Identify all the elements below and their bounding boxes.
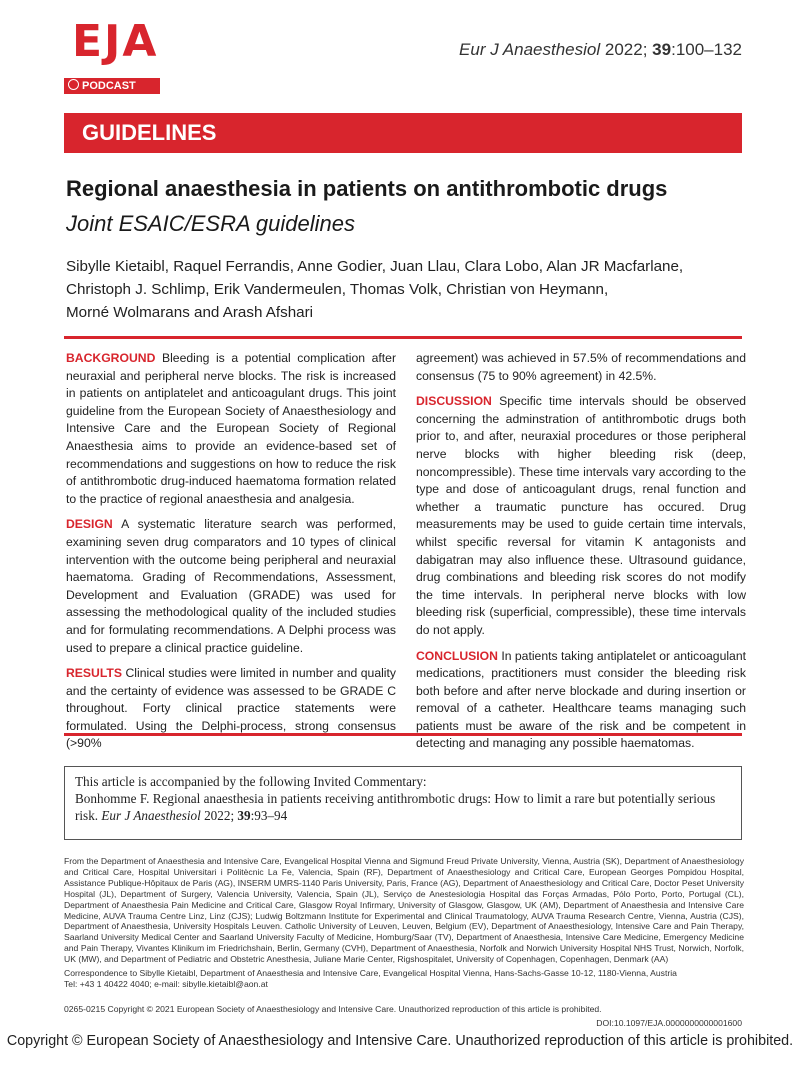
journal-logo: EJA: [72, 16, 159, 67]
conclusion-text: In patients taking antiplatelet or anticoagulant medications, practitioners must consider the bleeding risk both before and after nerve blockade and during insertion or removal of a catheter. Healthcare teams managing such patients must be aware of the risk and be competent in detecting and managing any possible haematomas.: [416, 648, 746, 751]
abstract-right-column: [416, 350, 746, 761]
commentary-reference: [75, 790, 731, 824]
article-subtitle: Joint ESAIC/ESRA guidelines: [66, 211, 355, 236]
design-heading: DESIGN: [66, 517, 113, 532]
results-text: Clinical studies were limited in number and quality and the certainty of evidence was assessed to be GRADE C throughout. Forty clinical practice statements were formulated. Using the Delphi-process, strong consensus (>90%: [66, 666, 396, 751]
results-heading: RESULTS: [66, 666, 122, 681]
article-title: Regional anaesthesia in patients on antithrombotic drugs: [66, 176, 668, 201]
abstract-left-column: [66, 350, 396, 761]
commentary-journal: Eur J Anaesthesiol: [101, 808, 201, 823]
top-divider: [64, 336, 742, 339]
discussion-paragraph: [416, 393, 746, 639]
podcast-badge[interactable]: [64, 78, 160, 94]
journal-name: Eur J Anaesthesiol: [459, 40, 601, 59]
microphone-icon: [68, 79, 79, 90]
podcast-label: PODCAST: [82, 80, 136, 92]
conclusion-heading: CONCLUSION: [416, 648, 498, 663]
results-paragraph: [66, 665, 396, 753]
commentary-volume: 39: [237, 808, 251, 823]
authors-line-3: Morné Wolmarans and Arash Afshari: [66, 304, 314, 321]
commentary-year: 2022;: [204, 808, 235, 823]
conclusion-paragraph: [416, 648, 746, 754]
author-list: [66, 255, 746, 324]
commentary-box: [64, 766, 742, 840]
results-continued: agreement) was achieved in 57.5% of recommendations and consensus (75 to 90% agreement) in 42.5%.: [416, 351, 746, 383]
design-paragraph: [66, 516, 396, 657]
commentary-pages: :93–94: [250, 808, 288, 823]
background-heading: BACKGROUND: [66, 351, 156, 365]
section-band: GUIDELINES: [64, 113, 742, 153]
commentary-intro: This article is accompanied by the following Invited Commentary:: [75, 774, 427, 789]
correspondence-block: [64, 968, 744, 990]
page-footer: Copyright © European Society of Anaesthesiology and Intensive Care. Unauthorized reproduction of this article is prohibited.: [6, 1033, 794, 1049]
background-text: Bleeding is a potential complication after neuraxial and peripheral nerve blocks. The risk is increased in patients on antiplatelet and anticoagulant drugs. This joint guideline from the European Society of Anaesthesiology and Intensive Care and the European Society of Regional Anaesthesia aims to provide an evidence-based set of recommendations and suggestions on how to reduce the risk of antithrombotic drug-induced haematoma formation related to the practice of regional anaesthesia and analgesia.: [66, 351, 397, 506]
affiliations: From the Department of Anaesthesia and Intensive Care, Evangelical Hospital Vienna and Sigmund Freud Private University, Vienna, Austria (SK), Department of Anaesthesiology and Critical Care, Hospital Universitari i Politècnic La Fe, Valencia, Spain (RF), Department of Anaesthesiology and Critical Care, European Georges Pompidou Hospital, Assistance Publique-Hôpitaux de Paris (AG), INSERM UMRS-1140 Paris University, Paris, France (AG), Department of Anaesthesiology and Critical Care, Doctor Peset University Hospital (JL), Department of Surgery, Valencia University, Valencia, Spain (JL), Serviço de Anestesiologia Hospital das Forças Armadas, Pólo Porto, Porto, Portugal (CL), Department of Anaesthesia Pain Medicine and Critical Care, Glasgow Royal Infirmary, University of Glasgow, Glasgow, UK (AM), Department of Anaesthesia and Intensive Care Medicine, AUVA Trauma Centre Linz, Linz (CJS); Ludwig Boltzmann Institute for Experimental and Clinical Traumatology, AUVA Trauma Research Centre, Vienna, Austria (CJS), Department of Anaesthesia, University Hospitals Leuven. Catholic University of Leuven, Leuven, Belgium (EV), Department of Anaesthesiology, Intensive Care and Pain Therapy, Saarland University Medical Center and Saarland University Faculty of Medicine, Homburg/Saar (TV), Department of Anaesthesia, Intensive Care Medicine, Emergency Medicine and Pain Therapy, Vivantes Klinikum im Friedrichshain, Berlin, Germany (CVH), Department of Anaesthesia, Norfolk and Norwich University Hospital NHS Trust, Norwich, Norfolk, UK (MW), and Department of Pediatric and Obstetric Anesthesia, Juliane Marie Center, Rigshospitalet, University of Copenhagen, Copenhagen, Denmark (AA): [64, 856, 744, 965]
correspondence-address: Correspondence to Sibylle Kietaibl, Department of Anaesthesia and Intensive Care, Evangelical Hospital Vienna, Hans-Sachs-Gasse 10-12, 1180-Vienna, Austria: [64, 968, 677, 978]
background-paragraph: [66, 350, 396, 508]
discussion-text: Specific time intervals should be observed concerning the adminstration of antithrombotic drugs both prior to, and after, neuraxial procedures or those peripheral nerve blocks with higher bleeding risk (deep, noncompressible). These time intervals vary according to the type and dose of anticoagulant drugs, renal function and whether a traumatic puncture has occured. Drug measurements may be used to guide certain time intervals, whilst specific reversal for vitamin K antagonists and dabigatran may also influence these. Ultrasound guidance, drug combinations and bleeding risk scores do not modify the time intervals. In peripheral nerve blocks with low bleeding risk (superficial, compressible), these time intervals do not apply.: [416, 394, 746, 637]
authors-line-1: Sibylle Kietaibl, Raquel Ferrandis, Anne Godier, Juan Llau, Clara Lobo, Alan JR Macfarlane,: [66, 258, 684, 275]
bottom-divider: [64, 733, 742, 736]
doi[interactable]: DOI:10.1097/EJA.0000000000001600: [596, 1018, 742, 1028]
discussion-heading: DISCUSSION: [416, 394, 492, 409]
commentary-text: Bonhomme F. Regional anaesthesia in patients receiving antithrombotic drugs: How to limit a rare but potentially serious risk.: [75, 791, 716, 823]
authors-line-2: Christoph J. Schlimp, Erik Vandermeulen, Thomas Volk, Christian von Heymann,: [66, 281, 609, 298]
journal-citation: [459, 40, 742, 60]
correspondence-contact: Tel: +43 1 40422 4040; e-mail: sibylle.kietaibl@aon.at: [64, 978, 268, 989]
design-text: A systematic literature search was performed, examining seven drug comparators and 10 types of clinical intervention with the outcome being peripheral and neuraxial haematoma. Grading of Recommendations, Assessment, Development and Evaluation (GRADE) was used for assessing the methodological quality of the included studies and for formulating recommendations. A Delphi process was used to prepare a clinical practice guideline.: [66, 517, 396, 655]
journal-pages: :100–132: [671, 40, 742, 59]
copyright-line: 0265-0215 Copyright © 2021 European Society of Anaesthesiology and Intensive Care. Unauthorized reproduction of this article is prohibited.: [64, 1004, 602, 1014]
journal-volume: 39: [652, 40, 672, 59]
journal-year: 2022;: [604, 40, 648, 59]
